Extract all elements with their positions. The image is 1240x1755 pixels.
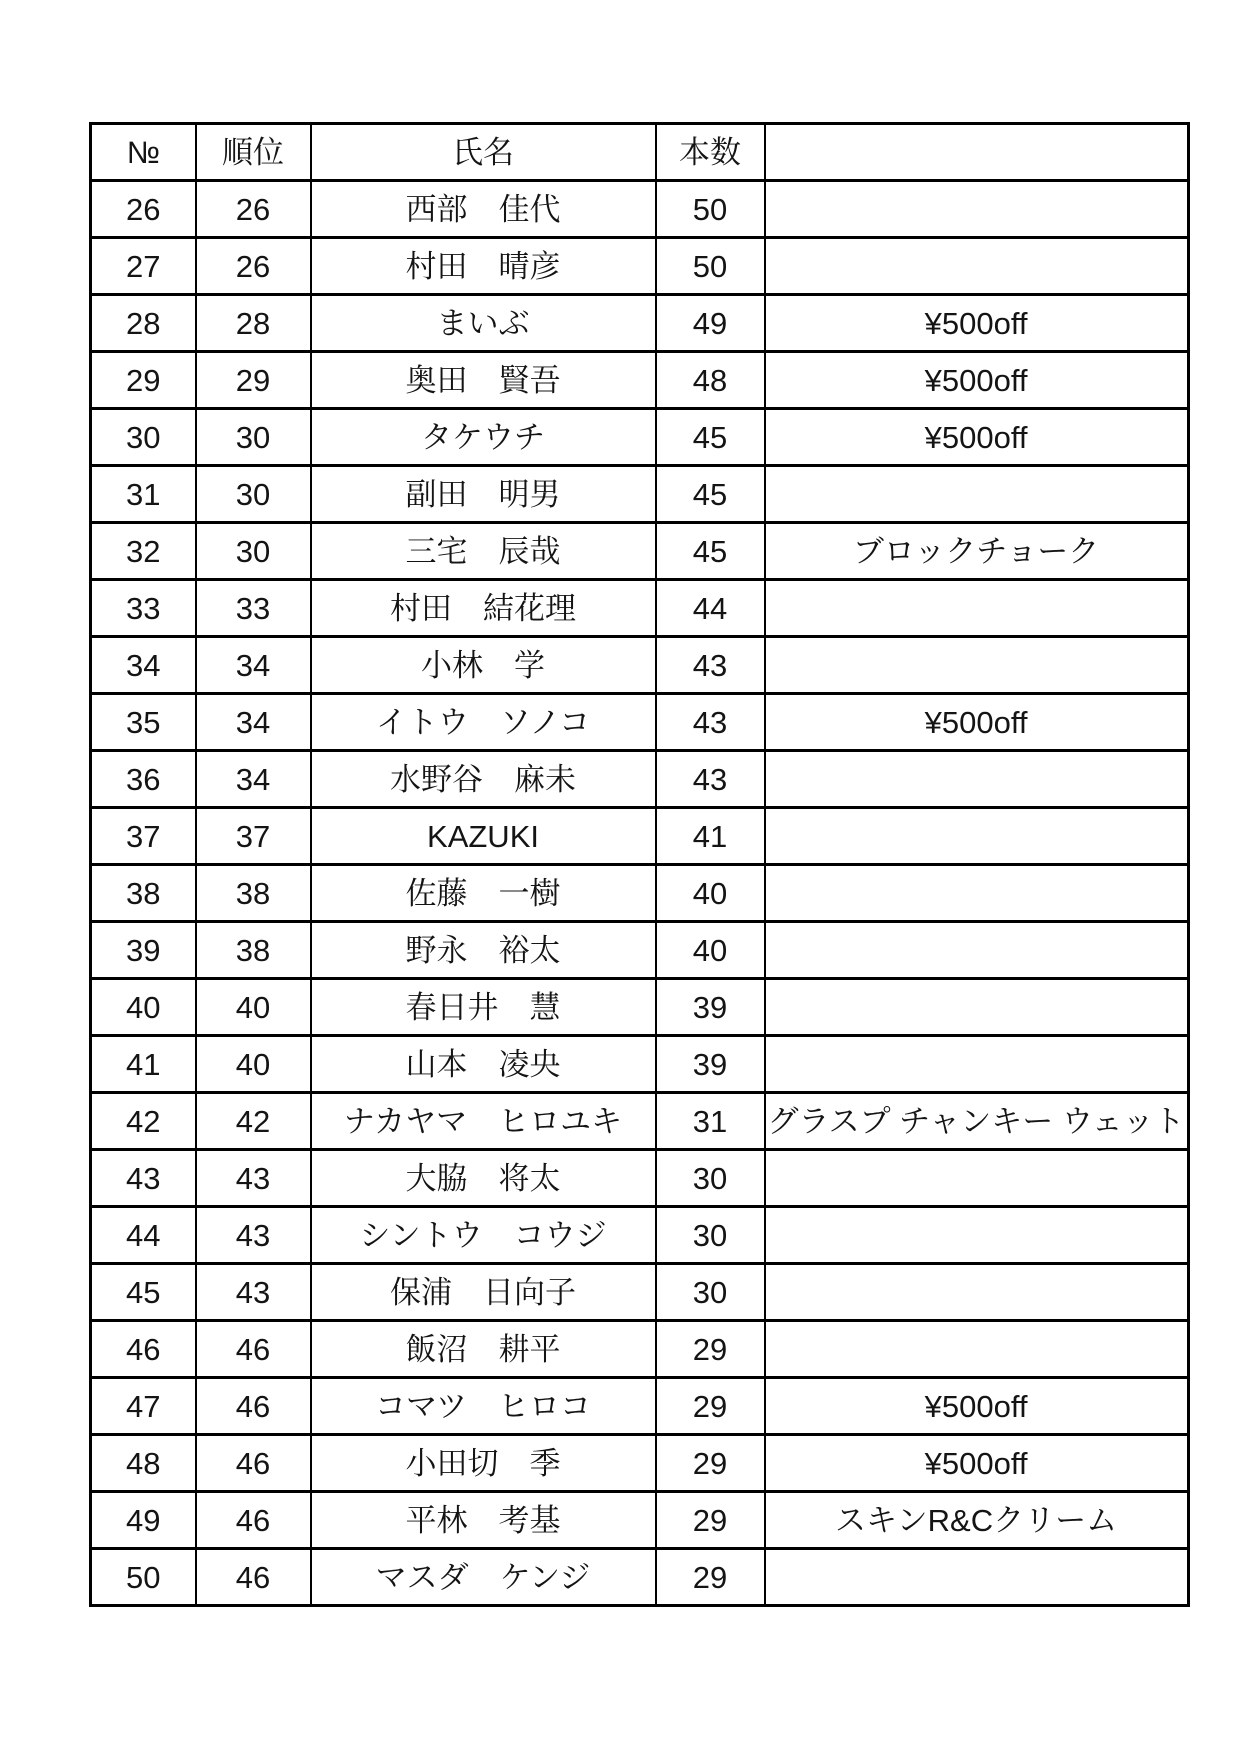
cell-no: 45	[91, 1264, 196, 1321]
cell-rank: 40	[196, 979, 311, 1036]
cell-rank: 43	[196, 1264, 311, 1321]
cell-note: ¥500off	[765, 1378, 1189, 1435]
table-row	[91, 295, 1189, 352]
cell-note	[765, 580, 1189, 637]
cell-count: 29	[656, 1378, 765, 1435]
cell-name: 佐藤 一樹	[311, 865, 656, 922]
cell-name: タケウチ	[311, 409, 656, 466]
cell-name: 村田 晴彦	[311, 238, 656, 295]
cell-name: 小田切 季	[311, 1435, 656, 1492]
cell-no: 34	[91, 637, 196, 694]
cell-rank: 30	[196, 466, 311, 523]
col-header-no: №	[91, 124, 196, 181]
table-row	[91, 1036, 1189, 1093]
cell-note	[765, 1549, 1189, 1606]
cell-no: 29	[91, 352, 196, 409]
table-row	[91, 1150, 1189, 1207]
cell-no: 37	[91, 808, 196, 865]
table-row	[91, 1207, 1189, 1264]
cell-name: 山本 凌央	[311, 1036, 656, 1093]
cell-note	[765, 751, 1189, 808]
cell-name: 奥田 賢吾	[311, 352, 656, 409]
cell-note	[765, 1207, 1189, 1264]
table-row	[91, 922, 1189, 979]
cell-rank: 34	[196, 637, 311, 694]
cell-note: ¥500off	[765, 295, 1189, 352]
cell-count: 45	[656, 466, 765, 523]
cell-rank: 46	[196, 1549, 311, 1606]
cell-no: 27	[91, 238, 196, 295]
table-row	[91, 1093, 1189, 1150]
cell-no: 36	[91, 751, 196, 808]
cell-no: 30	[91, 409, 196, 466]
cell-note	[765, 238, 1189, 295]
cell-note	[765, 979, 1189, 1036]
cell-rank: 34	[196, 751, 311, 808]
cell-count: 29	[656, 1492, 765, 1549]
cell-no: 50	[91, 1549, 196, 1606]
table-row	[91, 865, 1189, 922]
cell-name: 水野谷 麻未	[311, 751, 656, 808]
col-header-rank: 順位	[196, 124, 311, 181]
cell-count: 50	[656, 181, 765, 238]
cell-no: 46	[91, 1321, 196, 1378]
cell-count: 43	[656, 637, 765, 694]
cell-count: 40	[656, 922, 765, 979]
cell-note	[765, 922, 1189, 979]
cell-note: ¥500off	[765, 694, 1189, 751]
col-header-count: 本数	[656, 124, 765, 181]
cell-count: 49	[656, 295, 765, 352]
cell-name: 西部 佳代	[311, 181, 656, 238]
cell-name: 小林 学	[311, 637, 656, 694]
cell-note	[765, 181, 1189, 238]
cell-note	[765, 1036, 1189, 1093]
cell-count: 39	[656, 979, 765, 1036]
cell-note	[765, 637, 1189, 694]
header-row	[91, 124, 1189, 181]
cell-note: スキンR&Cクリーム	[765, 1492, 1189, 1549]
cell-rank: 38	[196, 922, 311, 979]
cell-note	[765, 808, 1189, 865]
cell-no: 31	[91, 466, 196, 523]
cell-note: グラスプ チャンキー ウェット	[765, 1093, 1189, 1150]
cell-no: 42	[91, 1093, 196, 1150]
table-row	[91, 409, 1189, 466]
cell-name: KAZUKI	[311, 808, 656, 865]
cell-note: ¥500off	[765, 409, 1189, 466]
cell-note: ブロックチョーク	[765, 523, 1189, 580]
cell-name: 大脇 将太	[311, 1150, 656, 1207]
cell-count: 50	[656, 238, 765, 295]
table-row	[91, 1435, 1189, 1492]
table-row	[91, 751, 1189, 808]
table-row	[91, 1492, 1189, 1549]
cell-name: 春日井 慧	[311, 979, 656, 1036]
cell-rank: 46	[196, 1492, 311, 1549]
cell-name: ナカヤマ ヒロユキ	[311, 1093, 656, 1150]
cell-count: 44	[656, 580, 765, 637]
table-row	[91, 1321, 1189, 1378]
cell-count: 30	[656, 1207, 765, 1264]
cell-no: 48	[91, 1435, 196, 1492]
cell-no: 49	[91, 1492, 196, 1549]
cell-rank: 30	[196, 409, 311, 466]
cell-count: 45	[656, 409, 765, 466]
cell-note	[765, 1264, 1189, 1321]
cell-name: マスダ ケンジ	[311, 1549, 656, 1606]
col-header-note	[765, 124, 1189, 181]
cell-name: 野永 裕太	[311, 922, 656, 979]
cell-rank: 46	[196, 1378, 311, 1435]
cell-rank: 33	[196, 580, 311, 637]
cell-no: 47	[91, 1378, 196, 1435]
cell-note	[765, 466, 1189, 523]
cell-rank: 28	[196, 295, 311, 352]
cell-no: 32	[91, 523, 196, 580]
cell-rank: 46	[196, 1435, 311, 1492]
table-row	[91, 523, 1189, 580]
table-row	[91, 238, 1189, 295]
cell-name: 村田 結花理	[311, 580, 656, 637]
cell-no: 43	[91, 1150, 196, 1207]
cell-rank: 46	[196, 1321, 311, 1378]
table-row	[91, 979, 1189, 1036]
cell-count: 43	[656, 694, 765, 751]
cell-name: コマツ ヒロコ	[311, 1378, 656, 1435]
cell-no: 28	[91, 295, 196, 352]
cell-no: 33	[91, 580, 196, 637]
cell-rank: 38	[196, 865, 311, 922]
table-row	[91, 1264, 1189, 1321]
col-header-name: 氏名	[311, 124, 656, 181]
cell-count: 48	[656, 352, 765, 409]
cell-no: 44	[91, 1207, 196, 1264]
cell-no: 26	[91, 181, 196, 238]
cell-name: 保浦 日向子	[311, 1264, 656, 1321]
cell-rank: 43	[196, 1207, 311, 1264]
cell-rank: 26	[196, 238, 311, 295]
table-row	[91, 1549, 1189, 1606]
cell-rank: 43	[196, 1150, 311, 1207]
cell-name: イトウ ソノコ	[311, 694, 656, 751]
cell-count: 29	[656, 1321, 765, 1378]
table-row	[91, 637, 1189, 694]
cell-note	[765, 1150, 1189, 1207]
cell-rank: 40	[196, 1036, 311, 1093]
cell-count: 39	[656, 1036, 765, 1093]
cell-rank: 29	[196, 352, 311, 409]
cell-name: 三宅 辰哉	[311, 523, 656, 580]
table-row	[91, 1378, 1189, 1435]
cell-no: 38	[91, 865, 196, 922]
cell-note	[765, 1321, 1189, 1378]
cell-rank: 37	[196, 808, 311, 865]
cell-count: 29	[656, 1549, 765, 1606]
cell-name: 副田 明男	[311, 466, 656, 523]
cell-no: 39	[91, 922, 196, 979]
table-header	[91, 124, 1189, 181]
cell-no: 40	[91, 979, 196, 1036]
cell-count: 45	[656, 523, 765, 580]
table-row	[91, 808, 1189, 865]
cell-no: 41	[91, 1036, 196, 1093]
cell-rank: 26	[196, 181, 311, 238]
cell-count: 43	[656, 751, 765, 808]
cell-name: 平林 考基	[311, 1492, 656, 1549]
cell-no: 35	[91, 694, 196, 751]
ranking-table	[89, 122, 1190, 1607]
cell-rank: 42	[196, 1093, 311, 1150]
cell-rank: 30	[196, 523, 311, 580]
table-row	[91, 694, 1189, 751]
cell-rank: 34	[196, 694, 311, 751]
cell-name: 飯沼 耕平	[311, 1321, 656, 1378]
cell-note: ¥500off	[765, 1435, 1189, 1492]
cell-count: 29	[656, 1435, 765, 1492]
table-row	[91, 352, 1189, 409]
cell-count: 30	[656, 1264, 765, 1321]
table-row	[91, 580, 1189, 637]
table-row	[91, 466, 1189, 523]
table-body	[91, 181, 1189, 1606]
cell-name: まいぶ	[311, 295, 656, 352]
cell-name: シントウ コウジ	[311, 1207, 656, 1264]
table-row	[91, 181, 1189, 238]
cell-count: 30	[656, 1150, 765, 1207]
cell-note	[765, 865, 1189, 922]
cell-note: ¥500off	[765, 352, 1189, 409]
cell-count: 40	[656, 865, 765, 922]
cell-count: 31	[656, 1093, 765, 1150]
cell-count: 41	[656, 808, 765, 865]
